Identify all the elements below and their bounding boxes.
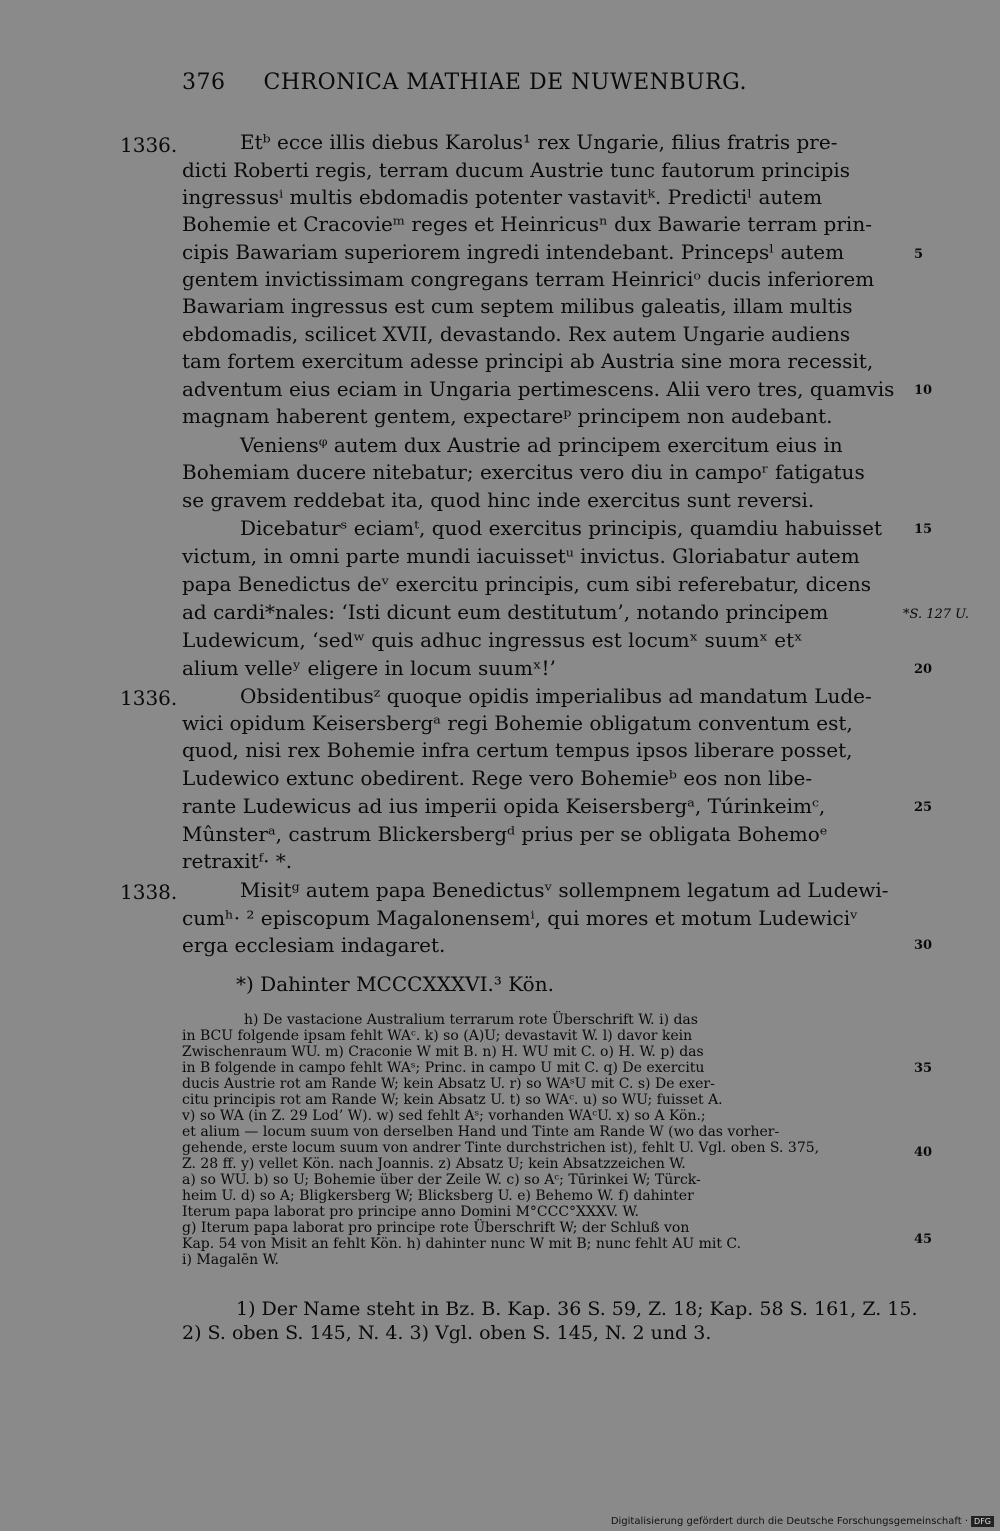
year-marker: 1336. — [120, 133, 178, 157]
footnote-line: v) so WA (in Z. 29 Lod’ W). w) sed fehlt Aˢ; vorhanden WAᶜU. x) so A Kön.; — [182, 1108, 706, 1124]
line-number: 15 — [914, 522, 933, 537]
margin-note: *S. 127 U. — [903, 607, 970, 622]
line-number: 5 — [914, 247, 924, 262]
text-line: dicti Roberti regis, terram ducum Austrie tunc fautorum principis — [182, 158, 851, 182]
page-number: 376 — [182, 70, 226, 95]
line-number: 35 — [914, 1061, 933, 1076]
footnote-line: h) De vastacione Australium terrarum rote Überschrift W. i) das — [244, 1012, 698, 1028]
text-line: retraxitᶠ· *. — [182, 849, 293, 873]
footnote-line: Kap. 54 von Misit an fehlt Kön. h) dahinter nunc W mit B; nunc fehlt AU mit C. — [182, 1236, 742, 1252]
text-line: cumʰ· ² episcopum Magalonensemⁱ, qui mores et motum Ludewiciᵛ — [182, 906, 858, 930]
footnote-line: a) so WU. b) so U; Bohemie über der Zeile W. c) so Aᶜ; Tūrinkei W; Türck- — [182, 1172, 701, 1188]
line-number: 25 — [914, 800, 933, 815]
page-title: CHRONICA MATHIAE DE NUWENBURG. — [263, 70, 747, 95]
text-line: se gravem reddebat ita, quod hinc inde exercitus sunt reversi. — [182, 488, 815, 512]
text-line: ebdomadis, scilicet XVII, devastando. Rex autem Ungarie audiens — [182, 322, 851, 346]
line-number: 40 — [914, 1145, 933, 1160]
bottom-note: 2) S. oben S. 145, N. 4. 3) Vgl. oben S. 145, N. 2 und 3. — [182, 1322, 712, 1344]
footnote-line: Zwischenraum WU. m) Craconie W mit B. n) H. WU mit C. o) H. W. p) das — [182, 1044, 704, 1060]
text-line: tam fortem exercitum adesse principi ab Austria sine mora recessit, — [182, 349, 874, 373]
footnote-line: citu principis rot am Rande W; kein Absatz U. t) so WAᶜ. u) so WU; fuisset A. — [182, 1092, 723, 1108]
footnote-line: in BCU folgende ipsam fehlt WAᶜ. k) so (A)U; devastavit W. l) davor kein — [182, 1028, 693, 1044]
text-line: Bohemiam ducere nitebatur; exercitus vero diu in campoʳ fatigatus — [182, 460, 865, 484]
footnote-line: Iterum papa laborat pro principe anno Domini M°CCC°XXXV. W. — [182, 1204, 639, 1220]
text-line: rante Ludewicus ad ius imperii opida Keisersbergᵃ, Túrinkeimᶜ, — [182, 794, 826, 818]
line-number: 45 — [914, 1232, 933, 1247]
text-line: Ludewico extunc obedirent. Rege vero Bohemieᵇ eos non libe- — [182, 766, 813, 790]
footnote-line: ducis Austrie rot am Rande W; kein Absatz U. r) so WAˢU mit C. s) De exer- — [182, 1076, 715, 1092]
text-line: wici opidum Keisersbergᵃ regi Bohemie obligatum conventum est, — [182, 711, 853, 735]
text-line: quod, nisi rex Bohemie infra certum tempus ipsos liberare posset, — [182, 738, 853, 762]
text-line: Bohemie et Cracovieᵐ reges et Heinricusⁿ dux Bawarie terram prin- — [182, 212, 872, 236]
text-line: erga ecclesiam indagaret. — [182, 933, 446, 957]
footnote-line: in B folgende in campo fehlt WAˢ; Princ. in campo U mit C. q) De exercitu — [182, 1060, 705, 1076]
text-line: Bawariam ingressus est cum septem milibus galeatis, illam multis — [182, 294, 853, 318]
footnote-line: Z. 28 ff. y) vellet Kön. nach Joannis. z) Absatz U; kein Absatzzeichen W. — [182, 1156, 686, 1172]
text-line: Misitᵍ autem papa Benedictusᵛ sollempnem legatum ad Ludewi- — [240, 878, 889, 902]
text-line: cipis Bawariam superiorem ingredi intendebant. Princepsˡ autem — [182, 240, 845, 264]
text-line: victum, in omni parte mundi iacuissetᵘ invictus. Gloriabatur autem — [182, 544, 860, 568]
dfg-logo: DFG — [971, 1516, 994, 1527]
bottom-note: 1) Der Name steht in Bz. B. Kap. 36 S. 59, Z. 18; Kap. 58 S. 161, Z. 15. — [236, 1298, 918, 1320]
text-line: Obsidentibusᶻ quoque opidis imperialibus ad mandatum Lude- — [240, 684, 872, 708]
line-number: 10 — [914, 383, 933, 398]
text-line: Veniensᵠ autem dux Austrie ad principem exercitum eius in — [240, 433, 843, 457]
line-number: 20 — [914, 662, 933, 677]
text-line: magnam haberent gentem, expectareᵖ principem non audebant. — [182, 404, 833, 428]
footnote-line: g) Iterum papa laborat pro principe rote Überschrift W; der Schluß von — [182, 1220, 690, 1236]
year-marker: 1336. — [120, 686, 178, 710]
footnote-line: heim U. d) so A; Bligkersberg W; Blicksberg U. e) Behemo W. f) dahinter — [182, 1188, 694, 1204]
text-line: Mûnsterᵃ, castrum Blickersbergᵈ prius per se obligata Bohemoᵉ — [182, 822, 828, 846]
running-header — [182, 70, 747, 95]
text-line: alium velleʸ eligere in locum suumˣ!’ — [182, 656, 556, 680]
text-line: adventum eius eciam in Ungaria pertimescens. Alii vero tres, quamvis — [182, 377, 895, 401]
text-line: Etᵇ ecce illis diebus Karolus¹ rex Ungarie, filius fratris pre- — [240, 130, 838, 154]
text-line: ad cardi*nales: ‘Isti dicunt eum destitutum’, notando principem — [182, 600, 829, 624]
text-line: Dicebaturˢ eciamᵗ, quod exercitus principis, quamdiu habuisset — [240, 516, 882, 540]
text-line: gentem invictissimam congregans terram Heinriciᵒ ducis inferiorem — [182, 267, 875, 291]
dfg-footer — [611, 1516, 994, 1527]
footnote-line: gehende, erste locum suum von andrer Tinte durchstrichen ist), fehlt U. Vgl. oben S. 375, — [182, 1140, 820, 1156]
star-note: *) Dahinter MCCCXXXVI.³ Kön. — [236, 972, 554, 996]
footer-text: Digitalisierung gefördert durch die Deutsche Forschungsgemeinschaft · — [610, 1516, 969, 1527]
footnote-line: i) Magalēn W. — [182, 1252, 280, 1268]
footnote-line: et alium — locum suum von derselben Hand und Tinte am Rande W (wo das vorher- — [182, 1124, 780, 1140]
text-line: Ludewicum, ‘sedʷ quis adhuc ingressus est locumˣ suumˣ etˣ — [182, 628, 803, 652]
year-marker: 1338. — [120, 880, 178, 904]
line-number: 30 — [914, 938, 933, 953]
text-line: papa Benedictus deᵛ exercitu principis, cum sibi referebatur, dicens — [182, 572, 872, 596]
text-line: ingressusⁱ multis ebdomadis potenter vastavitᵏ. Predictiˡ autem — [182, 185, 823, 209]
